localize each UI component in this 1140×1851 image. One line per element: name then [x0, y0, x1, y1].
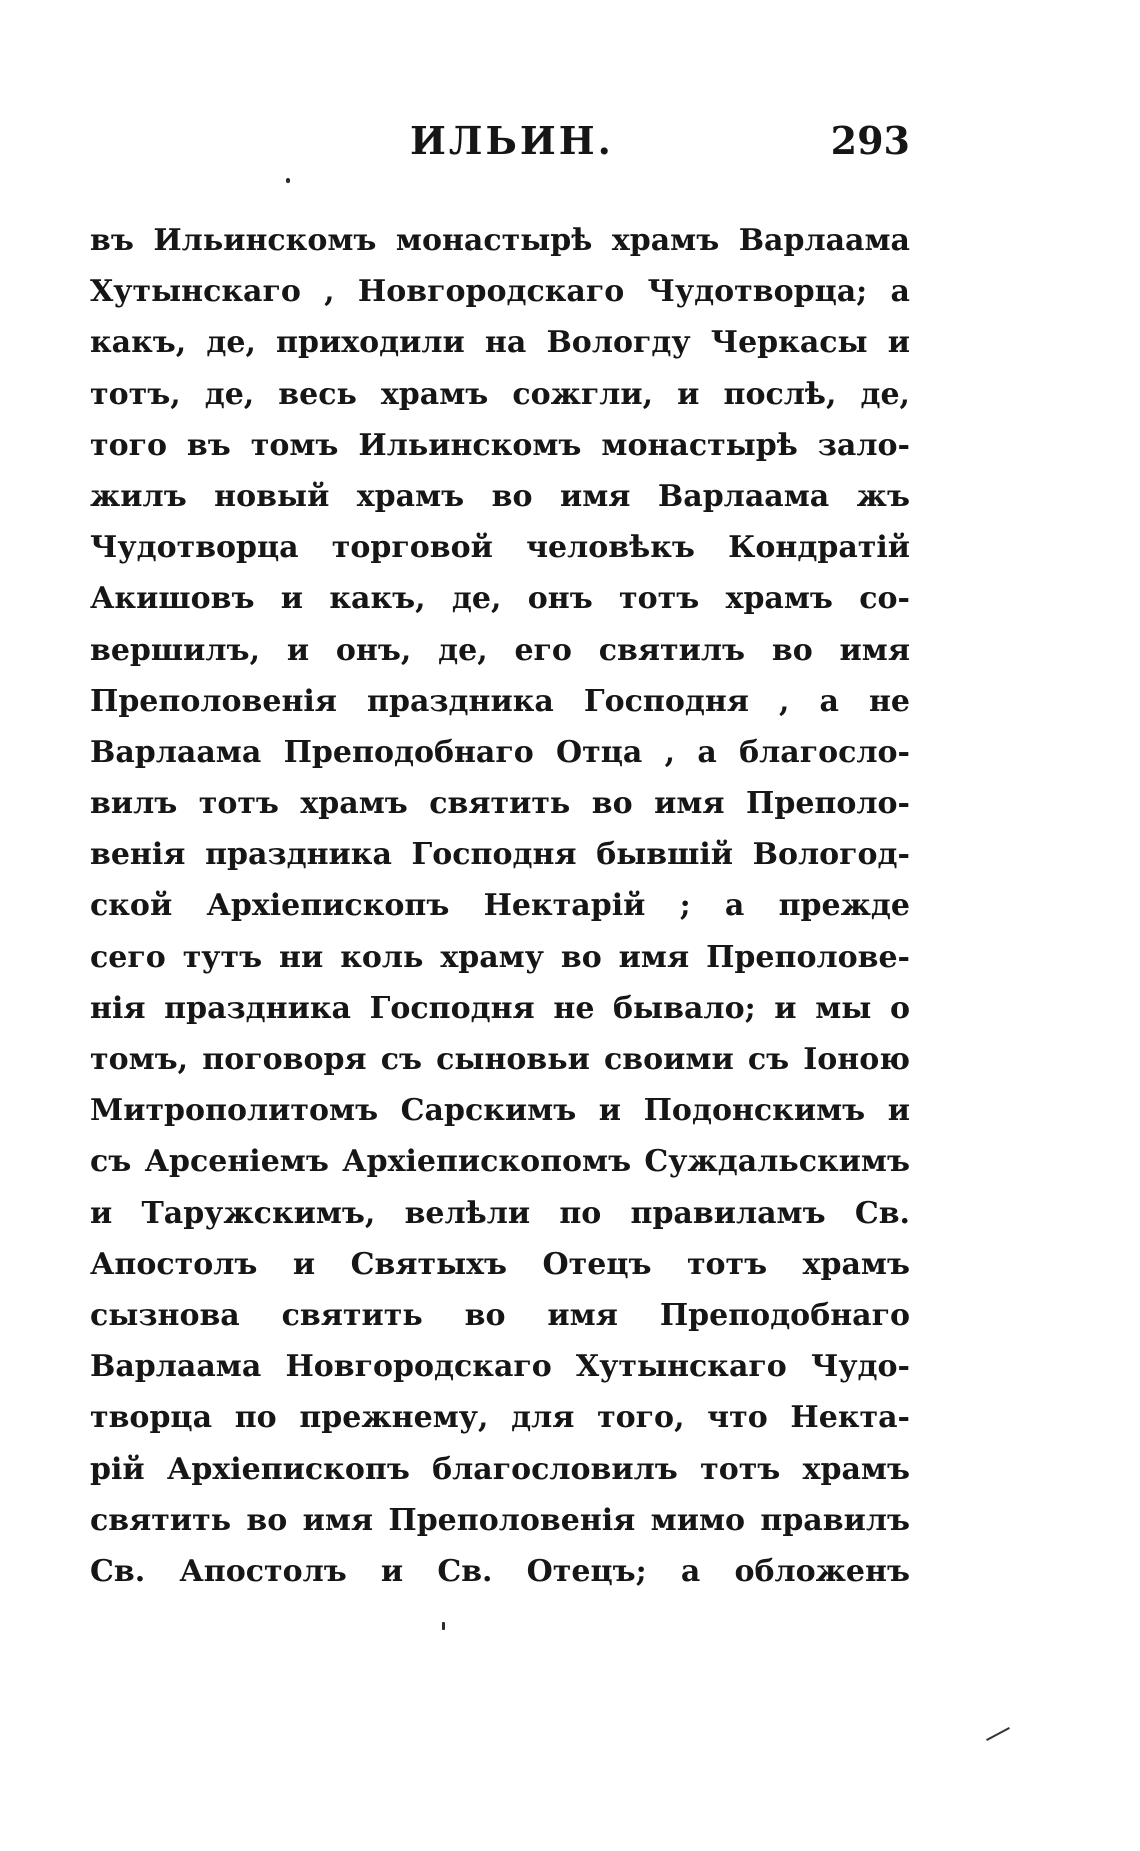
text-line: венія праздника Господня бывшій Вологод- — [90, 837, 910, 873]
text-line: Апостолъ и Святыхъ Отецъ тотъ храмъ — [90, 1246, 910, 1282]
pencil-mark — [986, 1727, 1010, 1741]
ink-speck — [286, 178, 290, 183]
text-line: святить во имя Преполовенія мимо правилъ — [90, 1502, 910, 1538]
text-line: ской Архіепископъ Нектарій ; а прежде — [90, 888, 910, 924]
text-line: вилъ тотъ храмъ святить во имя Преполо- — [90, 786, 910, 822]
ink-speck — [442, 1622, 445, 1630]
text-line: Чудотворца торговой человѣкъ Кондратій — [90, 530, 910, 566]
text-line: Митрополитомъ Сарскимъ и Подонскимъ и — [90, 1093, 910, 1129]
text-line: и Таружскимъ, велѣли по правиламъ Св. — [90, 1195, 910, 1231]
text-line: томъ, поговоря съ сыновьи своими съ Іоною — [90, 1042, 910, 1077]
text-line: Акишовъ и какъ, де, онъ тотъ храмъ со- — [90, 581, 910, 617]
text-line: въ Ильинскомъ монастырѣ храмъ Варлаама — [90, 223, 910, 258]
body-text — [90, 215, 910, 1597]
page-number: 293 — [830, 118, 910, 163]
text-line: вершилъ, и онъ, де, его святилъ во имя — [90, 632, 910, 668]
text-line: Варлаама Преподобнаго Отца , а благосло- — [90, 734, 910, 770]
text-line: сего тутъ ни коль храму во имя Преполове- — [90, 939, 910, 975]
text-line: нія праздника Господня не бывало; и мы о — [90, 990, 910, 1026]
text-line: Варлаама Новгородскаго Хутынскаго Чудо- — [90, 1349, 910, 1385]
text-line: того въ томъ Ильинскомъ монастырѣ зало- — [90, 427, 910, 463]
running-head: ИЛЬИН. — [410, 118, 614, 163]
text-line: Св. Апостолъ и Св. Отецъ; а обложенъ — [90, 1553, 910, 1589]
text-line: тотъ, де, весь храмъ сожгли, и послѣ, де, — [90, 376, 910, 412]
page-header — [90, 118, 910, 174]
text-line: рій Архіепископъ благословилъ тотъ храмъ — [90, 1451, 910, 1487]
text-line: съ Арсеніемъ Архіепископомъ Суждальскимъ — [90, 1144, 910, 1180]
text-line: жилъ новый храмъ во имя Варлаама жъ — [90, 478, 910, 514]
text-line: Хутынскаго , Новгородскаго Чудотворца; а — [90, 274, 910, 310]
text-line: творца по прежнему, для того, что Некта- — [90, 1400, 910, 1436]
text-line: Преполовенія праздника Господня , а не — [90, 683, 910, 719]
text-line: сызнова святить во имя Преподобнаго — [90, 1297, 910, 1333]
text-line: какъ, де, приходили на Вологду Черкасы и — [90, 325, 910, 361]
